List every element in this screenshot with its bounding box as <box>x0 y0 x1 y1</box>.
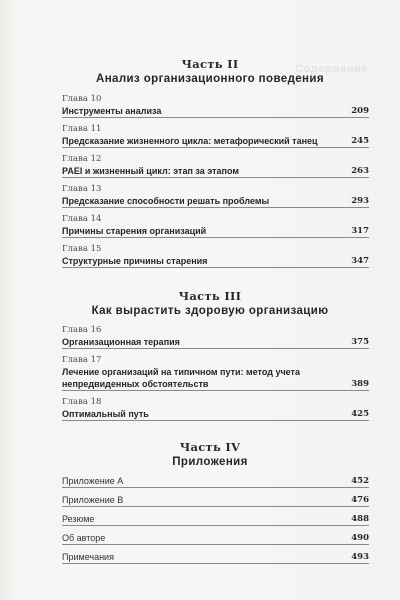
part-2-label: Часть II <box>181 57 239 71</box>
page-number: 490 <box>351 533 369 543</box>
part-3-label: Часть III <box>178 289 242 303</box>
about-author-row <box>62 532 369 545</box>
chapter-number: Глава 17 <box>62 355 102 365</box>
chapter-title: Предсказание жизненного цикла: метафорический танец <box>62 136 318 146</box>
toc-entry-ch16 <box>62 325 369 349</box>
page-number: 293 <box>351 196 369 206</box>
summary-row <box>62 513 369 526</box>
page-number: 476 <box>351 495 369 505</box>
chapter-title: Оптимальный путь <box>62 409 149 419</box>
appendix-title: Приложение В <box>62 495 124 505</box>
toc-entry-ch17 <box>62 355 369 391</box>
toc-row <box>62 255 369 268</box>
page-number: 389 <box>351 379 369 389</box>
part-4-title: Приложения <box>172 456 248 468</box>
appendix-title: Об авторе <box>62 533 106 543</box>
toc-row <box>62 165 369 178</box>
part-4-heading <box>60 440 360 468</box>
toc-entry-ch13 <box>62 184 369 208</box>
chapter-number: Глава 14 <box>62 214 102 224</box>
chapter-number: Глава 18 <box>62 397 102 407</box>
chapter-title: Структурные причины старения <box>62 256 208 266</box>
part-2-heading <box>60 57 360 85</box>
page-number: 263 <box>351 166 369 176</box>
chapter-number: Глава 12 <box>62 154 102 164</box>
chapter-number: Глава 11 <box>62 124 102 134</box>
page-number: 317 <box>351 226 369 236</box>
page-number: 452 <box>351 476 369 486</box>
appendix-row-b <box>62 494 369 507</box>
chapter-title: Причины старения организаций <box>62 226 207 236</box>
toc-entry-ch15 <box>62 244 369 268</box>
chapter-number: Глава 15 <box>62 244 102 254</box>
toc-row <box>62 408 369 421</box>
chapter-title-line-1: Лечение организаций на типичном пути: метод учета <box>62 367 300 377</box>
toc-entry-ch14 <box>62 214 369 238</box>
chapter-title-line-2: непредвиденных обстоятельств <box>62 379 209 389</box>
toc-entry-ch11 <box>62 124 369 148</box>
toc-row <box>62 336 369 349</box>
chapter-number: Глава 16 <box>62 325 102 335</box>
appendix-title: Резюме <box>62 514 95 524</box>
page-number: 375 <box>351 337 369 347</box>
toc-row <box>62 195 369 208</box>
toc-row <box>62 225 369 238</box>
chapter-number: Глава 10 <box>62 94 102 104</box>
page-number: 425 <box>351 409 369 419</box>
chapter-title: Предсказание способности решать проблемы <box>62 196 270 206</box>
page-number: 245 <box>351 136 369 146</box>
chapter-number: Глава 13 <box>62 184 102 194</box>
page-number: 488 <box>351 514 369 524</box>
toc-row <box>62 366 369 391</box>
page-number: 209 <box>351 106 369 116</box>
part-3-heading <box>60 289 360 317</box>
page-number: 347 <box>351 256 369 266</box>
toc-row <box>62 105 369 118</box>
page-number: 493 <box>351 552 369 562</box>
appendix-title: Приложение А <box>62 476 124 486</box>
toc-entry-ch12 <box>62 154 369 178</box>
toc-entry-ch18 <box>62 397 369 421</box>
toc-row <box>62 135 369 148</box>
chapter-title: Организационная терапия <box>62 337 180 347</box>
chapter-title: Инструменты анализа <box>62 106 162 116</box>
part-3-title: Как вырастить здоровую организацию <box>91 305 329 317</box>
part-4-label: Часть IV <box>179 440 241 454</box>
notes-row <box>62 551 369 564</box>
appendix-row-a <box>62 475 369 488</box>
chapter-title: PAEI и жизненный цикл: этап за этапом <box>62 166 239 176</box>
toc-entry-ch10 <box>62 94 369 118</box>
part-2-title: Анализ организационного поведения <box>96 73 324 85</box>
appendix-title: Примечания <box>62 552 114 562</box>
bleed-through-text: Содержание <box>295 63 368 75</box>
